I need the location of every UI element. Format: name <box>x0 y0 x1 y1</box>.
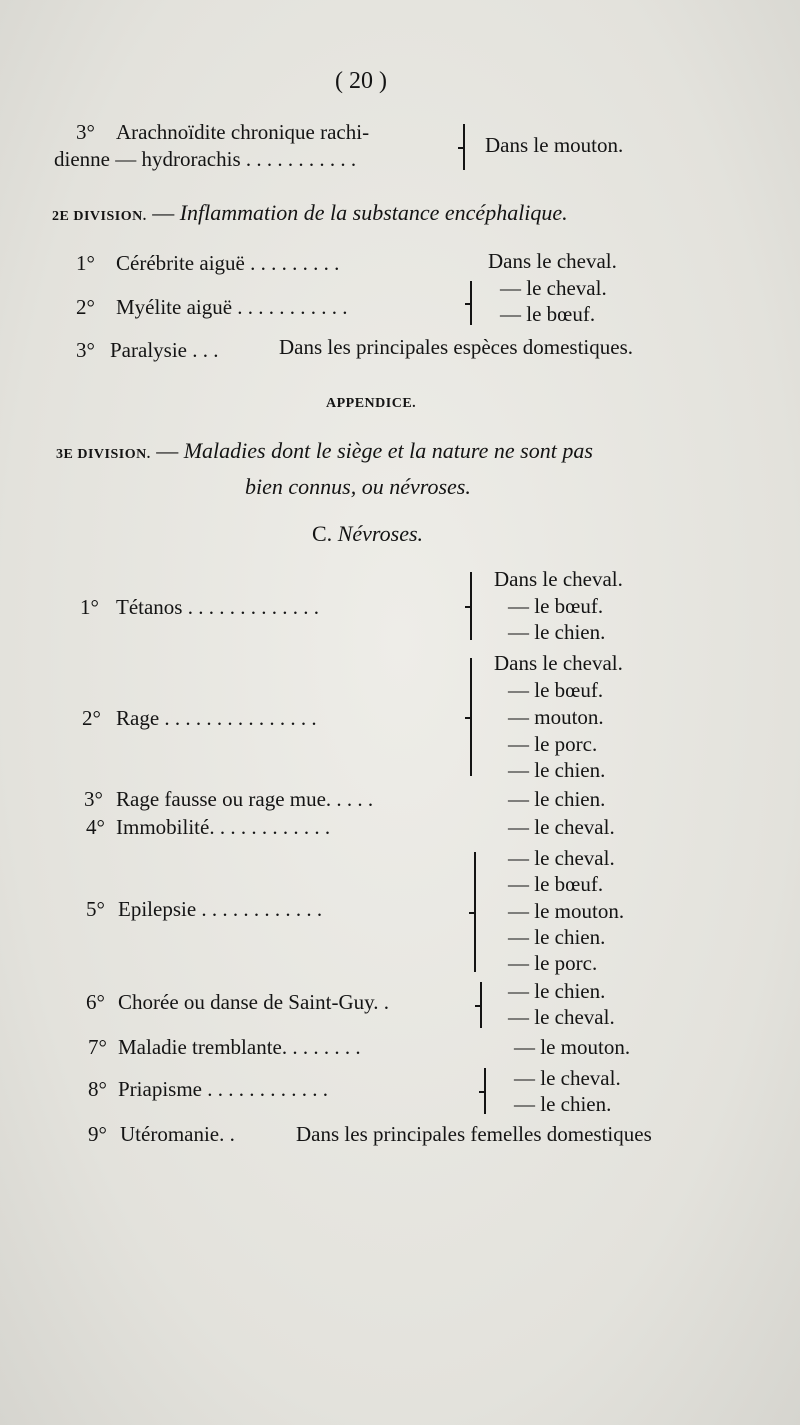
nevrose-9-name: Utéromanie. . <box>120 1122 235 1146</box>
nevrose-7-name: Maladie tremblante. . . . . . . . <box>118 1035 361 1059</box>
arachnoidite-line1: Arachnoïdite chronique rachi- <box>116 120 370 144</box>
nevrose-8-where-1: — le cheval. <box>514 1066 621 1090</box>
nevrose-8-where-2: — le chien. <box>514 1092 612 1116</box>
brace <box>470 658 472 776</box>
nevrose-9-number: 9° <box>88 1122 107 1146</box>
nevrose-6-number: 6° <box>86 990 105 1014</box>
d2-item-2-where-2: — le bœuf. <box>500 302 596 326</box>
division-3-dash: — <box>156 438 179 463</box>
nevrose-4-where-1: — le cheval. <box>508 815 615 839</box>
nevrose-1-number: 1° <box>80 595 99 619</box>
d2-item-3-name: Paralysie . . . <box>110 338 219 362</box>
nevrose-5-where-4: — le chien. <box>508 925 606 949</box>
nevrose-6-where-2: — le cheval. <box>508 1005 615 1029</box>
nevrose-3-where-1: — le chien. <box>508 787 606 811</box>
nevrose-5-where-3: — le mouton. <box>508 899 625 923</box>
division-2-title: Inflammation de la substance encéphalique. <box>179 200 568 225</box>
nevrose-2-where-1: Dans le cheval. <box>494 651 623 675</box>
d2-item-2-number: 2° <box>76 295 95 319</box>
brace <box>480 982 482 1028</box>
section-c-title: Névroses. <box>337 521 424 546</box>
brace <box>470 281 472 325</box>
d2-item-1-name: Cérébrite aiguë . . . . . . . . . <box>116 251 340 275</box>
nevrose-1-name: Tétanos . . . . . . . . . . . . . <box>116 595 319 619</box>
nevrose-1-where-3: — le chien. <box>508 620 606 644</box>
page-number: ( 20 ) <box>335 68 387 94</box>
section-c-heading <box>312 521 423 547</box>
nevrose-3-name: Rage fausse ou rage mue. . . . . <box>116 787 374 811</box>
nevrose-7-number: 7° <box>88 1035 107 1059</box>
nevrose-7-where-1: — le mouton. <box>514 1035 631 1059</box>
nevrose-9-where-1: Dans les principales femelles domestiques <box>296 1122 652 1146</box>
d2-item-2-name: Myélite aiguë . . . . . . . . . . . <box>116 295 348 319</box>
d2-item-3-number: 3° <box>76 338 95 362</box>
d2-item-1-where: Dans le cheval. <box>488 249 617 273</box>
nevrose-5-number: 5° <box>86 897 105 921</box>
nevrose-5-where-1: — le cheval. <box>508 846 615 870</box>
nevrose-2-name: Rage . . . . . . . . . . . . . . . <box>116 706 317 730</box>
nevrose-1-where-1: Dans le cheval. <box>494 567 623 591</box>
division-3-heading <box>56 438 593 464</box>
nevrose-2-number: 2° <box>82 706 101 730</box>
nevrose-8-number: 8° <box>88 1077 107 1101</box>
nevrose-3-number: 3° <box>84 787 103 811</box>
arachnoidite-where: Dans le mouton. <box>485 133 624 157</box>
nevrose-2-where-4: — le porc. <box>508 732 598 756</box>
appendice-heading: APPENDICE. <box>326 396 417 411</box>
d2-item-1-number: 1° <box>76 251 95 275</box>
nevrose-2-where-3: — mouton. <box>508 705 604 729</box>
brace <box>463 124 465 170</box>
nevrose-5-name: Epilepsie . . . . . . . . . . . . <box>118 897 323 921</box>
nevrose-4-number: 4° <box>86 815 105 839</box>
division-3-title-line1: Maladies dont le siège et la nature ne sont pas <box>183 438 593 463</box>
brace <box>470 572 472 640</box>
arachnoidite-number: 3° <box>76 120 95 144</box>
division-3-title-line2: bien connus, ou névroses. <box>245 474 471 499</box>
division-3-label: 3E DIVISION. <box>56 447 151 462</box>
nevrose-2-where-5: — le chien. <box>508 758 606 782</box>
section-c-letter: C. <box>312 521 333 546</box>
nevrose-6-name: Chorée ou danse de Saint-Guy. . <box>118 990 389 1014</box>
nevrose-8-name: Priapisme . . . . . . . . . . . . <box>118 1077 328 1101</box>
d2-item-3-where: Dans les principales espèces domestiques. <box>279 335 633 359</box>
nevrose-5-where-2: — le bœuf. <box>508 872 604 896</box>
division-2-heading <box>52 200 568 226</box>
nevrose-1-where-2: — le bœuf. <box>508 594 604 618</box>
nevrose-5-where-5: — le porc. <box>508 951 598 975</box>
nevrose-2-where-2: — le bœuf. <box>508 678 604 702</box>
nevrose-6-where-1: — le chien. <box>508 979 606 1003</box>
brace <box>484 1068 486 1114</box>
division-2-label: 2E DIVISION. <box>52 209 147 224</box>
division-2-dash: — <box>152 200 175 225</box>
arachnoidite-line2: dienne — hydrorachis . . . . . . . . . . . <box>54 147 357 171</box>
nevrose-4-name: Immobilité. . . . . . . . . . . . <box>116 815 331 839</box>
d2-item-2-where-1: — le cheval. <box>500 276 607 300</box>
brace <box>474 852 476 972</box>
